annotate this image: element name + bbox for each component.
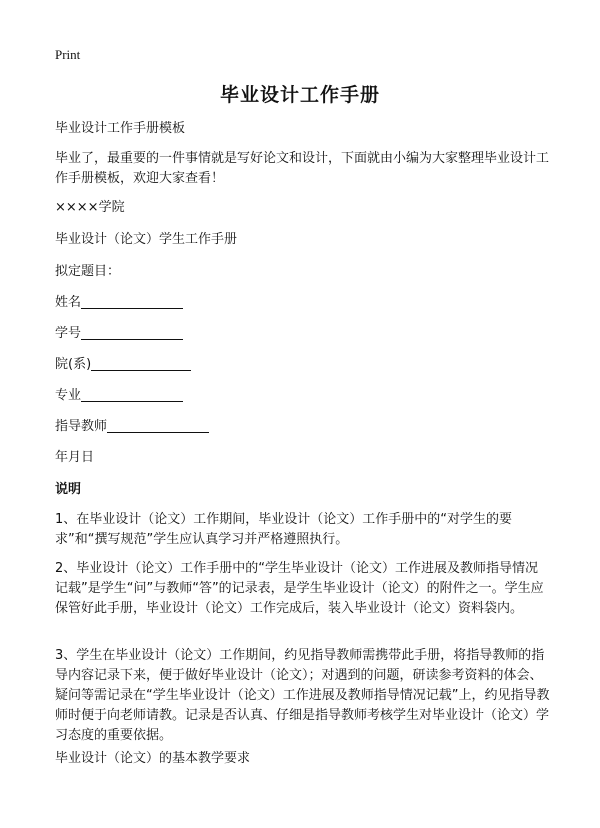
- college-line: ××××学院: [55, 200, 125, 215]
- student-id-label: 学号: [55, 326, 82, 341]
- intro-paragraph: 毕业了，最重要的一件事情就是写好论文和设计，下面就由小编为大家整理毕业设计工作手册模板，欢迎大家查看！: [55, 151, 550, 186]
- page-title: 毕业设计工作手册: [219, 84, 380, 106]
- major-field: [55, 386, 550, 406]
- department-blank-line: [91, 356, 191, 371]
- department-field: [55, 355, 550, 375]
- department-label: 院(系): [55, 357, 92, 372]
- student-id-field: [55, 324, 550, 344]
- name-field: [55, 293, 550, 313]
- name-blank-line: [81, 294, 183, 309]
- print-link[interactable]: Print: [55, 47, 81, 62]
- advisor-blank-line: [107, 418, 209, 433]
- advisor-field: [55, 417, 550, 437]
- name-label: 姓名: [55, 295, 82, 310]
- document-subtitle: 毕业设计工作手册模板: [55, 121, 186, 136]
- proposed-topic-label: 拟定题目：: [55, 264, 121, 279]
- advisor-label: 指导教师: [55, 419, 108, 434]
- student-id-blank-line: [81, 325, 183, 340]
- major-label: 专业: [55, 388, 82, 403]
- note-item-3: 3、学生在毕业设计（论文）工作期间，约见指导教师需携带此手册，将指导教师的指导内容记录下来，便于做好毕业设计（论文）；对遇到的问题，研读参考资料的体会、疑问等需记录在“学生毕业设计（论文）工作进展及教师指导情况记载”上，约见指导教师时便于向老师请教。记录是否认真、仔细是指导教师考核学生对毕业设计（论文）学习态度的重要依据。: [55, 648, 550, 743]
- notes-heading: 说明: [55, 482, 82, 497]
- requirements-heading: 毕业设计（论文）的基本教学要求: [55, 751, 251, 766]
- note-item-1: 1、在毕业设计（论文）工作期间，毕业设计（论文）工作手册中的“对学生的要求”和“撰写规范”学生应认真学习并严格遵照执行。: [55, 512, 513, 547]
- note-item-2: 2、毕业设计（论文）工作手册中的“学生毕业设计（论文）工作进展及教师指导情况记载”是学生“问”与教师“答”的记录表，是学生毕业设计（论文）的附件之一。学生应保管好此手册，毕业设计（论文）工作完成后，装入毕业设计（论文）资料袋内。: [55, 561, 544, 616]
- major-blank-line: [81, 387, 183, 402]
- handbook-name: 毕业设计（论文）学生工作手册: [55, 232, 238, 247]
- date-line: 年月日: [55, 450, 95, 465]
